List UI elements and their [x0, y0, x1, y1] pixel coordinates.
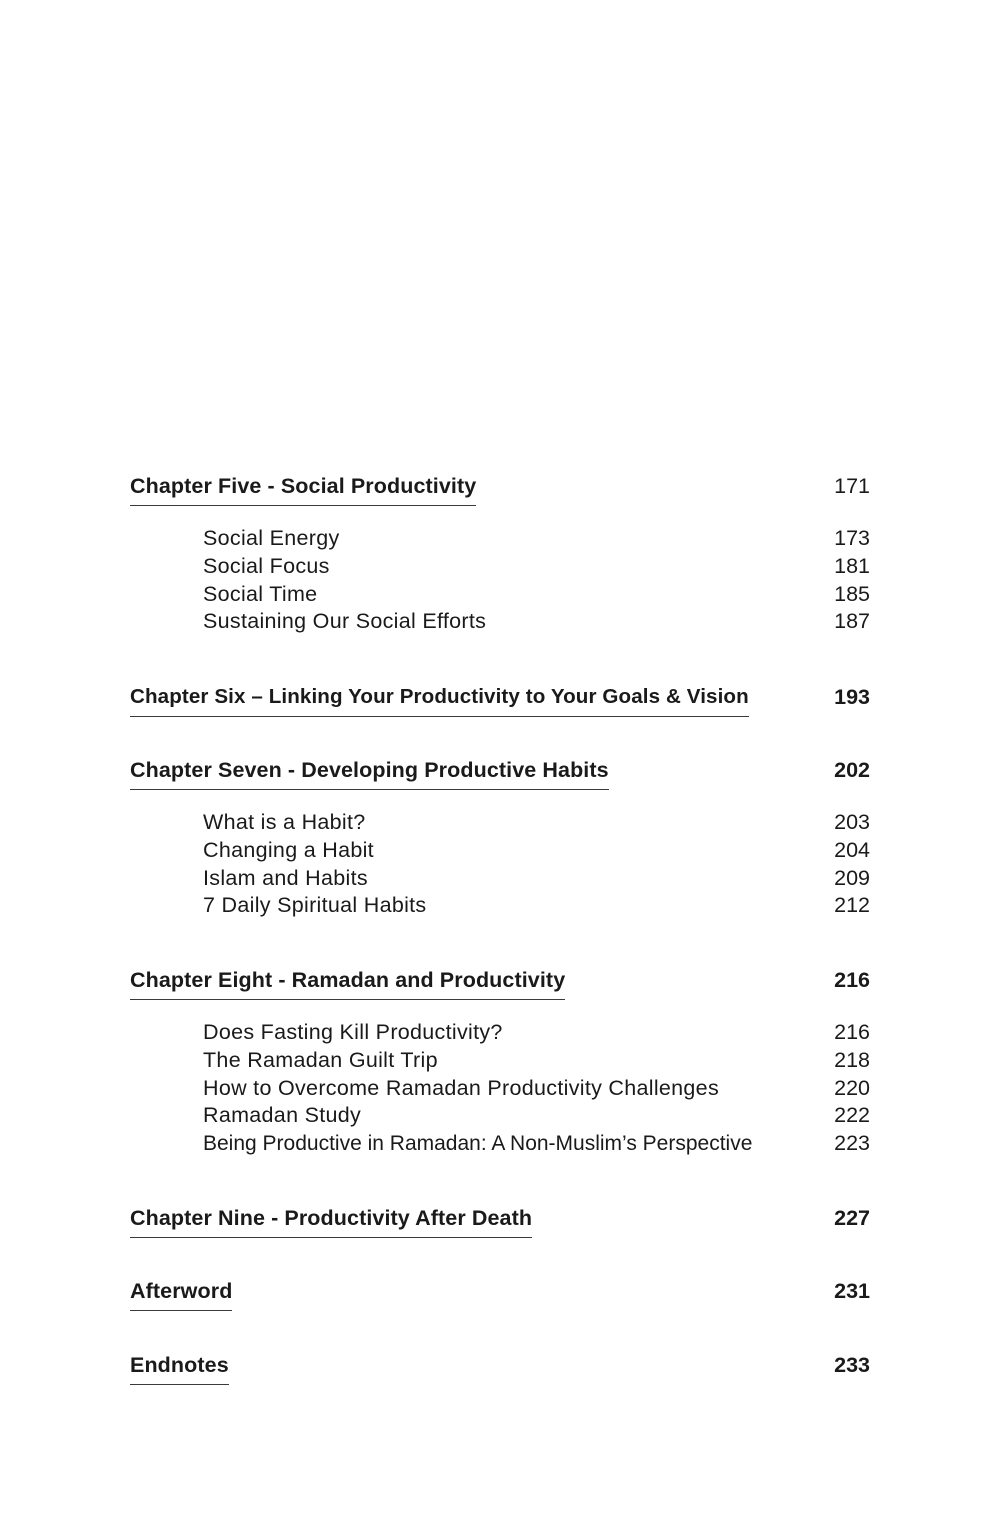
chapter-page-number: 227 — [834, 1206, 870, 1230]
section-title: Does Fasting Kill Productivity? — [203, 1020, 503, 1044]
toc-afterword — [130, 1276, 870, 1306]
chapter-title[interactable]: Chapter Nine - Productivity After Death — [130, 1203, 532, 1238]
toc-section[interactable] — [203, 809, 870, 837]
chapter-heading — [130, 1203, 870, 1233]
toc-section[interactable] — [203, 837, 870, 865]
section-page-number: 220 — [834, 1075, 870, 1100]
section-page-number: 185 — [834, 581, 870, 606]
section-title: Being Productive in Ramadan: A Non-Muslim’s Perspective — [203, 1132, 753, 1156]
chapter-heading — [130, 682, 870, 712]
toc-section[interactable] — [203, 581, 870, 609]
chapter-title[interactable]: Endnotes — [130, 1350, 229, 1385]
section-page-number: 173 — [834, 526, 870, 550]
toc-section[interactable] — [203, 608, 870, 636]
section-page-number: 204 — [834, 837, 870, 862]
chapter-heading — [130, 1350, 870, 1380]
chapter-title[interactable]: Chapter Seven - Developing Productive Habits — [130, 755, 609, 790]
toc-chapter-five — [130, 471, 870, 634]
chapter-page-number: 233 — [834, 1353, 870, 1377]
section-title: What is a Habit? — [203, 810, 366, 834]
toc-chapter-seven — [130, 755, 870, 918]
toc-section[interactable] — [203, 892, 870, 920]
section-title: Sustaining Our Social Efforts — [203, 609, 487, 634]
section-title: The Ramadan Guilt Trip — [203, 1047, 438, 1072]
toc-section[interactable] — [203, 1075, 870, 1103]
chapter-heading — [130, 471, 870, 501]
toc-section[interactable] — [203, 1047, 870, 1075]
toc-chapter-eight — [130, 965, 870, 1156]
section-page-number: 218 — [834, 1047, 870, 1072]
chapter-page-number: 193 — [834, 685, 870, 709]
toc-chapter-six — [130, 682, 870, 712]
section-title: Social Energy — [203, 526, 340, 550]
section-page-number: 223 — [834, 1131, 870, 1156]
chapter-title[interactable]: Chapter Five - Social Productivity — [130, 471, 476, 506]
toc-section[interactable] — [203, 525, 870, 553]
section-title: 7 Daily Spiritual Habits — [203, 893, 427, 918]
toc-section[interactable] — [203, 1130, 870, 1158]
section-list — [203, 1019, 870, 1158]
section-title: Social Time — [203, 581, 318, 606]
toc-section[interactable] — [203, 553, 870, 581]
section-page-number: 181 — [834, 553, 870, 578]
section-page-number: 212 — [834, 893, 870, 918]
chapter-page-number: 216 — [834, 968, 870, 992]
chapter-title[interactable]: Chapter Six – Linking Your Productivity to Your Goals & Vision — [130, 682, 749, 717]
chapter-page-number: 202 — [834, 758, 870, 782]
section-title: How to Overcome Ramadan Productivity Challenges — [203, 1075, 719, 1100]
section-title: Changing a Habit — [203, 837, 374, 862]
section-title: Social Focus — [203, 553, 330, 578]
section-page-number: 216 — [834, 1020, 870, 1044]
toc-section[interactable] — [203, 865, 870, 893]
chapter-heading — [130, 965, 870, 995]
toc-section[interactable] — [203, 1102, 870, 1130]
section-page-number: 187 — [834, 609, 870, 634]
chapter-page-number: 231 — [834, 1279, 870, 1303]
section-page-number: 203 — [834, 810, 870, 834]
toc-chapter-nine — [130, 1203, 870, 1233]
toc-endnotes — [130, 1350, 870, 1380]
section-page-number: 209 — [834, 865, 870, 890]
chapter-heading — [130, 1276, 870, 1306]
chapter-title[interactable]: Chapter Eight - Ramadan and Productivity — [130, 965, 565, 1000]
chapter-page-number: 171 — [834, 474, 870, 498]
chapter-heading — [130, 755, 870, 785]
section-page-number: 222 — [834, 1103, 870, 1128]
section-title: Islam and Habits — [203, 865, 368, 890]
section-list — [203, 809, 870, 920]
chapter-title[interactable]: Afterword — [130, 1276, 232, 1311]
section-title: Ramadan Study — [203, 1103, 362, 1128]
toc-section[interactable] — [203, 1019, 870, 1047]
section-list — [203, 525, 870, 636]
